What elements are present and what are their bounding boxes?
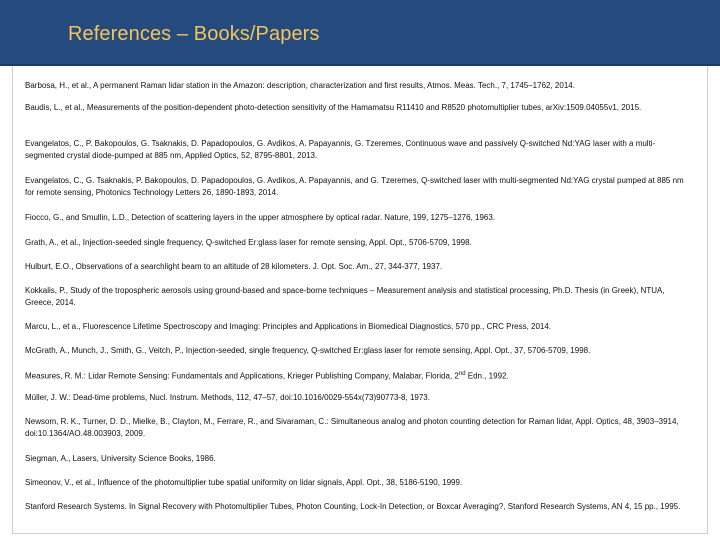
reference-item: Newsom, R. K., Turner, D. D., Mielke, B., Clayton, M., Ferrare, R., and Sivaraman, C.: Simultaneous analog and photon counting detection for Raman lidar, Appl. Optics, 48, 3903–3914, doi:10.1364/AO.48.003903, 2009.	[25, 417, 679, 438]
reference-item: Simeonov, V., et al., Influence of the photomultiplier tube spatial uniformity on lidar signals, Appl. Opt., 38, 5186-5190, 1999.	[25, 478, 463, 487]
reference-item: Müller, J. W.: Dead-time problems, Nucl. Instrum. Methods, 112, 47–57, doi:10.1016/0029-554x(73)90773-8, 1973.	[25, 393, 430, 402]
reference-item: Grath, A., et al., Injection-seeded single frequency, Q-switched Er:glass laser for remote sensing, Appl. Opt., 5706-5709, 1998.	[25, 238, 472, 247]
reference-item: Evangelatos, C., G. Tsaknakis, P. Bakopoulos, D. Papadopoulos, G. Avdikos, A. Papayannis, and G. Tzeremes, Q-switched laser with multi-segmented Nd:YAG crystal pumped at 885 nm for remote sensing, Photonics Technology Letters 26, 1890-1893, 2014.	[25, 176, 684, 197]
reference-item: Measures, R. M.: Lidar Remote Sensing: Fundamentals and Applications, Krieger Publishing Company, Malabar, Florida, 2nd Edn., 1992.	[25, 371, 509, 381]
reference-item: McGrath, A., Munch, J., Smith, G., Veitch, P., Injection-seeded, single frequency, Q-switched Er:glass laser for remote sensing, Appl. Opt., 37, 5706-5709, 1998.	[25, 346, 591, 355]
reference-item: Stanford Research Systems. In Signal Recovery with Photomultiplier Tubes, Photon Counting, Lock-In Detection, or Boxcar Averaging?, Stanford Research Systems, AN 4, 15 pp., 1995.	[25, 502, 681, 511]
slide-title: References – Books/Papers	[68, 23, 320, 45]
reference-item: Barbosa, H., et al., A permanent Raman lidar station in the Amazon: description, characterization and first results, Atmos. Meas. Tech., 7, 1745–1762, 2014.	[25, 81, 575, 90]
title-bar	[0, 0, 720, 66]
reference-item: Fiocco, G., and Smullin, L.D., Detection of scattering layers in the upper atmosphere by optical radar. Nature, 199, 1275–1276, 1963.	[25, 213, 496, 222]
reference-item: Hulburt, E.O., Observations of a searchlight beam to an altitude of 28 kilometers. J. Opt. Soc. Am., 27, 344-377, 1937.	[25, 262, 443, 271]
reference-item: Evangelatos, C., P. Bakopoulos, G. Tsaknakis, D. Papadopoulos, G. Avdikos, A. Papayannis, G. Tzeremes, Continuous wave and passively Q-switched Nd:YAG laser with a multi-segmented crystal diode-pumped at 885 nm, Applied Optics, 52, 8795-8801, 2013.	[25, 139, 656, 160]
reference-item: Baudis, L., et al., Measurements of the position-dependent photo-detection sensitivity of the Hamamatsu R11410 and R8520 photomultiplier tubes, arXiv:1509.04055v1, 2015.	[25, 103, 642, 112]
reference-item: Marcu, L., et a., Fluorescence Lifetime Spectroscopy and Imaging: Principles and Applications in Biomedical Diagnostics, 570 pp., CRC Press, 2014.	[25, 322, 552, 331]
reference-item: Kokkalis, P., Study of the tropospheric aerosols using ground-based and space-borne techniques – Measurement analysis and statistical processing, Ph.D. Thesis (in Greek), NTUA, Greece, 2014.	[25, 286, 665, 307]
reference-item: Siegman, A., Lasers, University Science Books, 1986.	[25, 454, 216, 463]
